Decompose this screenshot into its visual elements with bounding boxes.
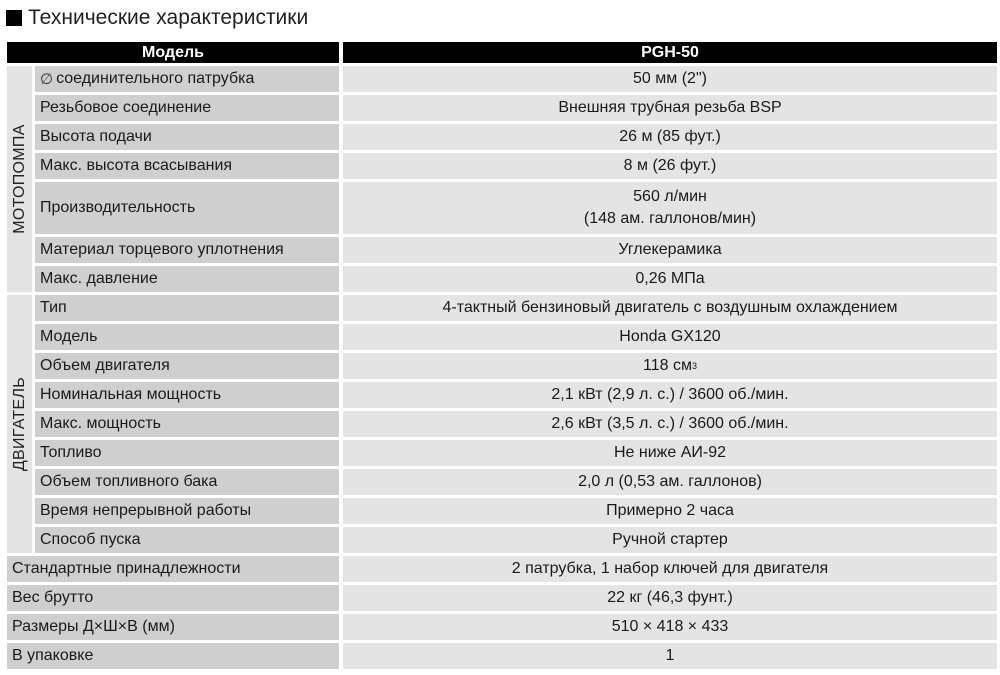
row-value: 510 × 418 × 433 xyxy=(343,614,997,640)
section-label xyxy=(7,295,32,553)
row-label xyxy=(35,66,339,92)
row-value: 2 патрубка, 1 набор ключей для двигателя xyxy=(343,556,997,582)
header-model-value: PGH-50 xyxy=(343,42,997,63)
row-value: 2,0 л (0,53 ам. галлонов) xyxy=(343,469,997,495)
table-row xyxy=(35,353,997,379)
table-row xyxy=(35,237,997,263)
row-label: Производительность xyxy=(35,182,339,234)
row-label: Номинальная мощность xyxy=(35,382,339,408)
row-value-line: (148 ам. галлонов/мин) xyxy=(583,210,757,227)
row-value: 8 м (26 фут.) xyxy=(343,153,997,179)
row-value: 118 см 3 xyxy=(343,353,997,379)
table-row xyxy=(35,440,997,466)
table-row xyxy=(35,266,997,292)
table-header xyxy=(7,42,997,63)
table-row xyxy=(35,153,997,179)
row-label: Время непрерывной работы xyxy=(35,498,339,524)
section-pump xyxy=(7,66,997,292)
row-value: 26 м (85 фут.) xyxy=(343,124,997,150)
row-label: Макс. высота всасывания xyxy=(35,153,339,179)
row-label: Высота подачи xyxy=(35,124,339,150)
table-row xyxy=(35,411,997,437)
table-row xyxy=(7,614,997,640)
section-engine xyxy=(7,295,997,553)
row-label: Макс. мощность xyxy=(35,411,339,437)
row-value: Внешняя трубная резьба BSP xyxy=(343,95,997,121)
row-label: Объем двигателя xyxy=(35,353,339,379)
table-row xyxy=(35,498,997,524)
header-model-label: Модель xyxy=(7,42,339,63)
row-label: Размеры Д×Ш×В (мм) xyxy=(7,614,339,640)
table-row xyxy=(35,295,997,321)
table-row xyxy=(35,527,997,553)
table-row xyxy=(35,124,997,150)
table-row xyxy=(35,469,997,495)
table-row xyxy=(35,95,997,121)
table-row xyxy=(7,643,997,669)
row-value: 2,6 кВт (3,5 л. с.) / 3600 об./мин. xyxy=(343,411,997,437)
row-label: Вес брутто xyxy=(7,585,339,611)
row-value: 50 мм (2") xyxy=(343,66,997,92)
row-label: Способ пуска xyxy=(35,527,339,553)
page-title xyxy=(6,5,308,31)
row-value: 0,26 МПа xyxy=(343,266,997,292)
section-label-text: ДВИГАТЕЛЬ xyxy=(10,376,28,472)
row-value-text: 118 см xyxy=(643,357,692,374)
row-value: 22 кг (46,3 фунт.) xyxy=(343,585,997,611)
row-value: Углекерамика xyxy=(343,237,997,263)
row-label-text: соединительного патрубка xyxy=(56,70,255,87)
row-value: Honda GX120 xyxy=(343,324,997,350)
row-label: В упаковке xyxy=(7,643,339,669)
row-label: Объем топливного бака xyxy=(35,469,339,495)
diameter-icon: ∅ xyxy=(40,71,54,88)
row-label: Модель xyxy=(35,324,339,350)
row-label: Тип xyxy=(35,295,339,321)
row-label: Резьбовое соединение xyxy=(35,95,339,121)
row-value xyxy=(343,182,997,234)
row-value: 2,1 кВт (2,9 л. с.) / 3600 об./мин. xyxy=(343,382,997,408)
page-title-text: Технические характеристики xyxy=(28,6,309,29)
table-row xyxy=(35,182,997,234)
table-row xyxy=(35,66,997,92)
row-value: Ручной стартер xyxy=(343,527,997,553)
row-value: Не ниже АИ-92 xyxy=(343,440,997,466)
row-value: 1 xyxy=(343,643,997,669)
table-row xyxy=(35,324,997,350)
table-row xyxy=(7,556,997,582)
specs-table xyxy=(7,42,997,672)
row-value-line: 560 л/мин xyxy=(633,188,707,205)
row-value: Примерно 2 часа xyxy=(343,498,997,524)
table-row xyxy=(7,585,997,611)
row-value: 4-тактный бензиновый двигатель с воздушным охлаждением xyxy=(343,295,997,321)
table-row xyxy=(35,382,997,408)
row-label: Материал торцевого уплотнения xyxy=(35,237,339,263)
row-label: Топливо xyxy=(35,440,339,466)
section-label xyxy=(7,66,32,292)
section-label-text: МОТОПОМПА xyxy=(10,124,28,234)
title-square-icon xyxy=(6,10,22,26)
row-label: Стандартные принадлежности xyxy=(7,556,339,582)
row-label: Макс. давление xyxy=(35,266,339,292)
